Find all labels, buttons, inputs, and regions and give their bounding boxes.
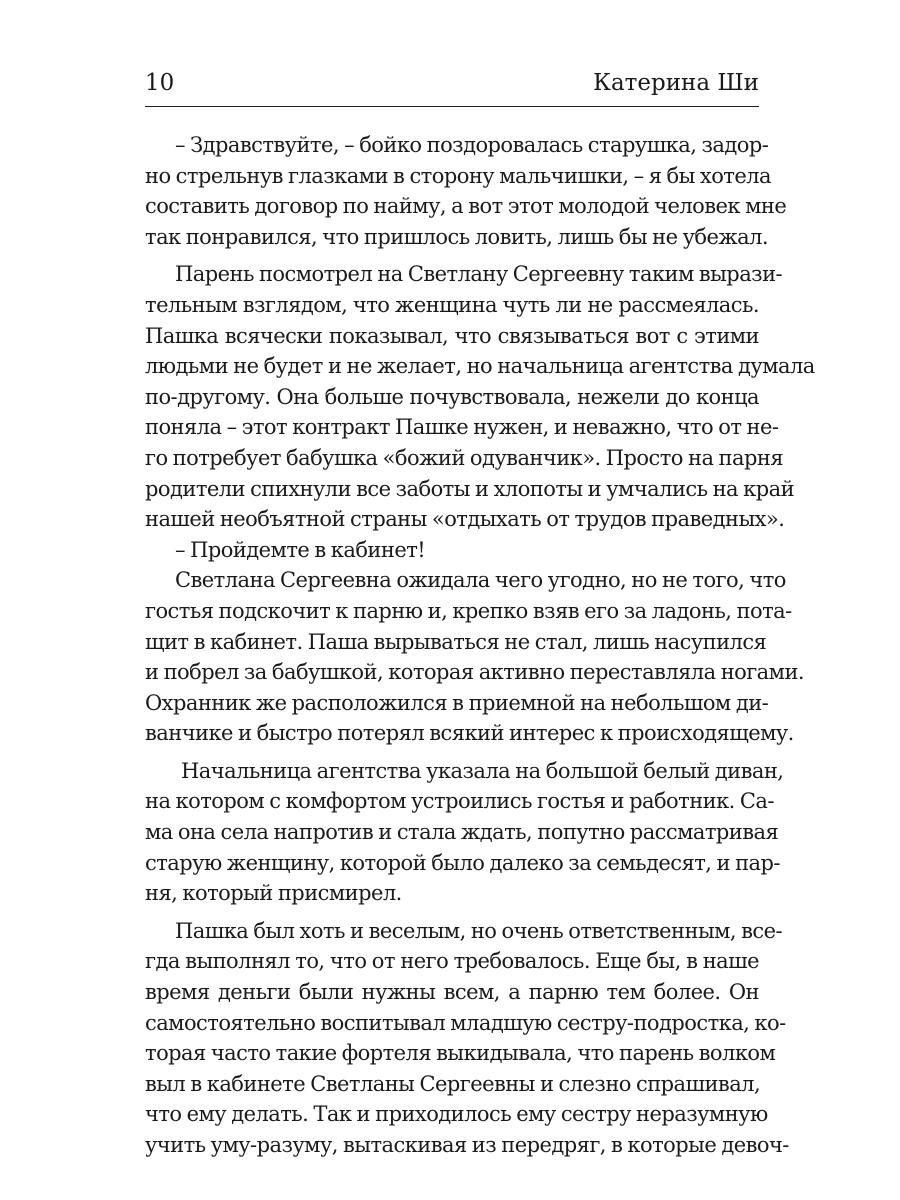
text-line: старую женщину, которой было далеко за семьдесят, и пар- [145, 850, 780, 875]
text-line: родители спихнули все заботы и хлопоты и умчались на край [145, 476, 795, 501]
text-line: гда выполнял то, что от него требовалось. Еще бы, в наше [145, 949, 759, 974]
paragraph [145, 916, 789, 1161]
running-head-author: Катерина Ши [593, 70, 759, 96]
paragraph [145, 756, 784, 909]
paragraph [145, 130, 787, 252]
text-line: щит в кабинет. Паша вырываться не стал, лишь насупился [145, 629, 767, 654]
text-line: что ему делать. Так и приходилось ему сестру неразумную [145, 1102, 768, 1127]
text-line: время деньги были нужны всем, а парню тем более. Он [145, 980, 759, 1005]
body-text [145, 130, 815, 1161]
text-line: выл в кабинете Светланы Сергеевны и слезно спрашивал, [145, 1071, 761, 1096]
page-header [145, 66, 759, 100]
text-line: Парень посмотрел на Светлану Сергеевну таким вырази- [175, 262, 783, 287]
text-line: Светлана Сергеевна ожидала чего угодно, но не того, что [175, 568, 786, 593]
text-line: так понравился, что пришлось ловить, лишь бы не убежал. [145, 224, 769, 249]
text-line: поняла – этот контракт Пашке нужен, и неважно, что от не- [145, 415, 779, 440]
paragraph [145, 259, 815, 534]
text-line: – Здравствуйте, – бойко поздоровалась старушка, задор- [175, 133, 769, 157]
text-line: – Пройдемте в кабинет! [175, 537, 426, 562]
text-line: но стрельнув глазками в сторону мальчишки, – я бы хотела [145, 163, 772, 188]
text-line: ванчике и быстро потерял всякий интерес к происходящему. [145, 721, 794, 746]
text-line: Пашка был хоть и веселым, но очень ответственным, все- [175, 918, 783, 943]
text-line: Охранник же расположился в приемной на небольшом ди- [145, 690, 769, 715]
text-line: тельным взглядом, что женщина чуть ли не рассмеялась. [145, 292, 759, 317]
text-line: ня, который присмирел. [145, 881, 402, 906]
text-line: людьми не будет и не желает, но начальница агентства думала [145, 354, 815, 379]
text-line: нашей необъятной страны «отдыхать от трудов праведных». [145, 507, 785, 532]
page-number: 10 [145, 70, 175, 96]
paragraph [145, 535, 759, 566]
text-line: го потребует бабушка «божий одуванчик». Просто на парня [145, 445, 784, 470]
text-line: Пашка всячески показывал, что связываться вот с этими [145, 323, 759, 348]
header-rule [145, 106, 759, 107]
text-line: составить договор по найму, а вот этот молодой человек мне [145, 194, 787, 219]
text-line: самостоятельно воспитывал младшую сестру-подростка, ко- [145, 1010, 786, 1035]
text-line: и побрел за бабушкой, которая активно переставляла ногами. [145, 660, 805, 685]
text-line: ма она села напротив и стала ждать, попутно рассматривая [145, 820, 779, 845]
text-line: торая часто такие фортеля выкидывала, что парень волком [145, 1041, 776, 1066]
text-line: на котором с комфортом устроились гостья и работник. Са- [145, 789, 774, 814]
text-line: гостья подскочит к парню и, крепко взяв его за ладонь, пота- [145, 598, 792, 623]
paragraph [145, 565, 805, 749]
text-line: учить уму-разуму, вытаскивая из передряг, в которые девоч- [145, 1133, 789, 1157]
text-line: Начальница агентства указала на большой белый диван, [181, 758, 784, 783]
text-line: по-другому. Она больше почувствовала, нежели до конца [145, 384, 759, 409]
